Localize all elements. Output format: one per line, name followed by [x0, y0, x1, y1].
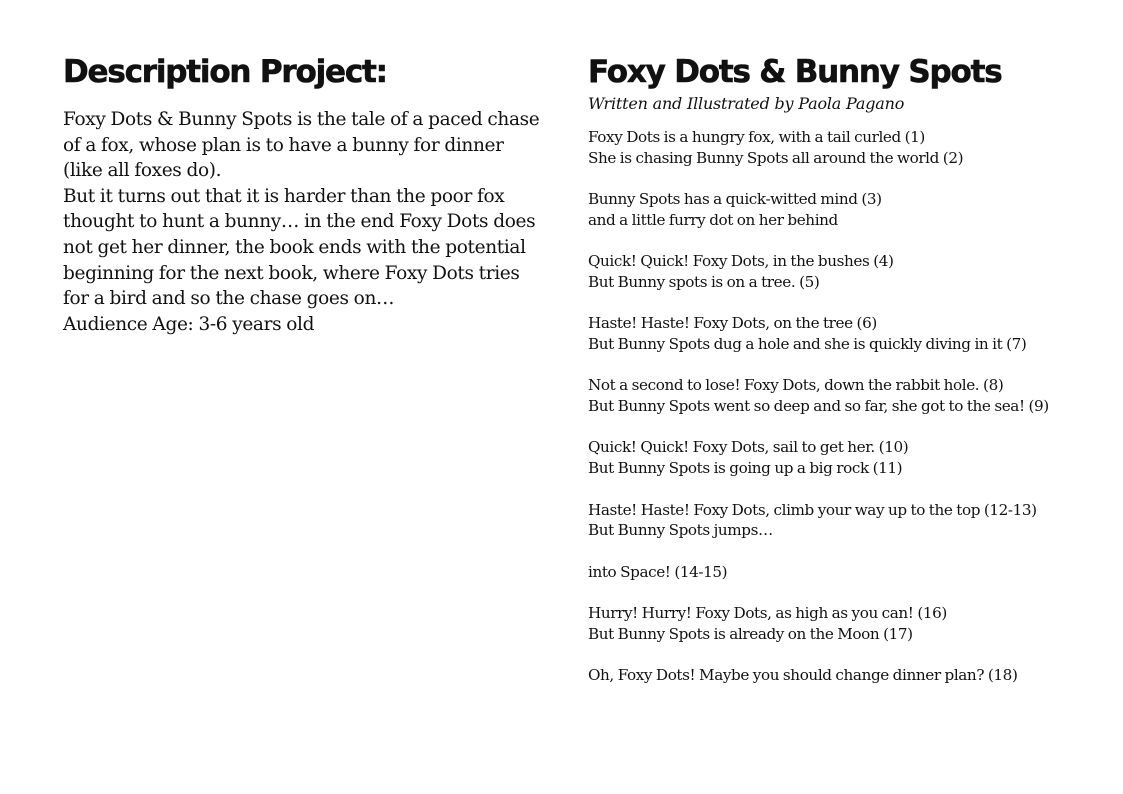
story-stanza: [588, 500, 1068, 541]
description-title: Description Project:: [63, 54, 387, 90]
story-stanza: [588, 665, 1068, 686]
story-line: Quick! Quick! Foxy Dots, sail to get her. (10): [588, 438, 909, 457]
story-stanza: [588, 437, 1068, 478]
description-column: [63, 50, 543, 337]
story-line: Haste! Haste! Foxy Dots, on the tree (6): [588, 314, 877, 333]
story-line: But Bunny spots is on a tree. (5): [588, 272, 820, 291]
story-line: Quick! Quick! Foxy Dots, in the bushes (4): [588, 252, 894, 271]
story-stanza: [588, 127, 1068, 168]
story-line: She is chasing Bunny Spots all around the world (2): [588, 148, 964, 167]
story-line: But Bunny Spots dug a hole and she is quickly diving in it (7): [588, 334, 1027, 353]
description-body: [63, 107, 543, 337]
story-stanza: [588, 313, 1068, 354]
story-title: Foxy Dots & Bunny Spots: [588, 54, 1002, 90]
story-stanza: [588, 375, 1068, 416]
story-line: Hurry! Hurry! Foxy Dots, as high as you can! (16): [588, 604, 947, 623]
story-line: But Bunny Spots is going up a big rock (11): [588, 459, 903, 478]
story-text: [588, 127, 1068, 686]
story-line: into Space! (14-15): [588, 562, 728, 581]
story-line: Not a second to lose! Foxy Dots, down the rabbit hole. (8): [588, 376, 1004, 395]
story-line: Haste! Haste! Foxy Dots, climb your way up to the top (12-13): [588, 500, 1037, 519]
story-line: and a little furry dot on her behind: [588, 210, 838, 229]
story-line: But Bunny Spots jumps…: [588, 521, 773, 540]
story-line: Oh, Foxy Dots! Maybe you should change dinner plan? (18): [588, 666, 1018, 685]
story-line: But Bunny Spots went so deep and so far, she got to the sea! (9): [588, 397, 1049, 416]
audience-age: Audience Age: 3-6 years old: [63, 313, 315, 335]
story-column: [588, 50, 1068, 707]
story-line: Foxy Dots is a hungry fox, with a tail curled (1): [588, 128, 925, 146]
description-paragraph-2: But it turns out that it is harder than the poor fox thought to hunt a bunny… in the end Foxy Dots does not get her dinner, the book ends with the potential beginning for the next book, where Foxy Dots tries for a bird and so the chase goes on…: [63, 185, 536, 310]
story-stanza: [588, 189, 1068, 230]
description-paragraph-1: Foxy Dots & Bunny Spots is the tale of a paced chase of a fox, whose plan is to have a bunny for dinner (like all foxes do).: [63, 109, 540, 182]
story-stanza: [588, 562, 1068, 583]
story-stanza: [588, 251, 1068, 292]
story-line: But Bunny Spots is already on the Moon (17): [588, 624, 913, 643]
story-byline: Written and Illustrated by Paola Pagano: [588, 94, 905, 113]
story-stanza: [588, 603, 1068, 644]
story-line: Bunny Spots has a quick-witted mind (3): [588, 190, 882, 209]
